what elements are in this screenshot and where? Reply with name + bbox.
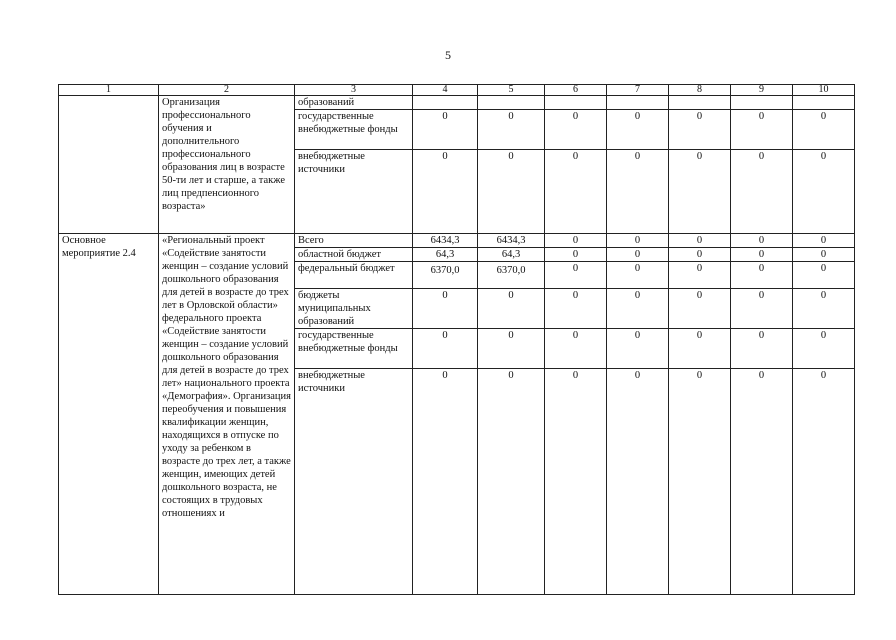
value-cell: 0 (607, 234, 669, 248)
value-cell: 0 (607, 262, 669, 289)
value-cell (607, 96, 669, 110)
value-cell: 0 (478, 369, 545, 595)
source-cell: государственные внебюджетные фонды (295, 110, 413, 150)
value-cell: 0 (478, 150, 545, 234)
value-cell (669, 96, 731, 110)
table-row (59, 96, 855, 110)
value-cell: 0 (669, 369, 731, 595)
value-cell: 0 (478, 289, 545, 329)
header-cell: 9 (731, 85, 793, 96)
activity-cell: «Региональный проект «Содействие занятости женщин – создание условий дошкольного образования для детей в возрасте до трех лет в Орловской области» федерального проекта «Содействие занятости женщин – создание условий дошкольного образования для детей в возрасте до трех лет» национального проекта «Демография». Организация переобучения и повышения квалификации женщин, находящихся в отпуске по уходу за ребенком в возрасте до трех лет, а также женщин, имеющих детей дошкольного возраста, не состоящих в трудовых отношениях и (159, 234, 295, 595)
value-cell: 0 (669, 248, 731, 262)
value-cell: 0 (731, 262, 793, 289)
source-cell: областной бюджет (295, 248, 413, 262)
value-cell: 0 (413, 329, 478, 369)
value-cell: 0 (793, 234, 855, 248)
header-cell: 7 (607, 85, 669, 96)
value-cell (545, 96, 607, 110)
value-cell: 0 (413, 289, 478, 329)
table-row (59, 234, 855, 248)
value-cell: 0 (607, 110, 669, 150)
value-cell: 6434,3 (478, 234, 545, 248)
value-cell: 0 (731, 234, 793, 248)
header-row (59, 85, 855, 96)
value-cell: 0 (669, 234, 731, 248)
value-cell (793, 96, 855, 110)
source-cell: внебюджетные источники (295, 150, 413, 234)
value-cell: 0 (545, 329, 607, 369)
value-cell: 0 (793, 150, 855, 234)
value-cell: 0 (731, 110, 793, 150)
value-cell: 6370,0 (478, 262, 545, 289)
value-cell: 0 (793, 110, 855, 150)
header-cell: 5 (478, 85, 545, 96)
header-cell: 10 (793, 85, 855, 96)
value-cell: 64,3 (478, 248, 545, 262)
value-cell: 0 (731, 248, 793, 262)
value-cell: 6434,3 (413, 234, 478, 248)
value-cell: 0 (607, 150, 669, 234)
value-cell: 0 (669, 110, 731, 150)
value-cell (413, 96, 478, 110)
header-cell: 2 (159, 85, 295, 96)
value-cell: 0 (669, 150, 731, 234)
value-cell: 0 (478, 329, 545, 369)
value-cell: 0 (607, 329, 669, 369)
header-cell: 1 (59, 85, 159, 96)
measure-cell: Основное мероприятие 2.4 (59, 234, 159, 595)
value-cell: 0 (545, 248, 607, 262)
value-cell: 0 (669, 329, 731, 369)
value-cell: 0 (413, 369, 478, 595)
value-cell (731, 96, 793, 110)
value-cell: 0 (793, 262, 855, 289)
value-cell: 0 (545, 262, 607, 289)
source-cell: образований (295, 96, 413, 110)
source-cell: бюджеты муниципальных образований (295, 289, 413, 329)
value-cell: 0 (607, 248, 669, 262)
value-cell: 0 (669, 289, 731, 329)
value-cell: 0 (607, 369, 669, 595)
page-number: 5 (445, 48, 451, 62)
header-cell: 3 (295, 85, 413, 96)
value-cell: 0 (793, 329, 855, 369)
value-cell: 0 (793, 248, 855, 262)
value-cell: 0 (545, 110, 607, 150)
header-cell: 8 (669, 85, 731, 96)
value-cell: 0 (478, 110, 545, 150)
source-cell: Всего (295, 234, 413, 248)
value-cell: 0 (545, 150, 607, 234)
header-cell: 4 (413, 85, 478, 96)
value-cell: 0 (607, 289, 669, 329)
value-cell: 0 (731, 369, 793, 595)
source-cell: федеральный бюджет (295, 262, 413, 289)
value-cell: 0 (793, 369, 855, 595)
value-cell: 0 (413, 150, 478, 234)
value-cell: 0 (731, 329, 793, 369)
value-cell: 0 (669, 262, 731, 289)
value-cell: 0 (545, 369, 607, 595)
value-cell: 0 (731, 289, 793, 329)
header-cell: 6 (545, 85, 607, 96)
value-cell (478, 96, 545, 110)
budget-table (58, 84, 855, 595)
value-cell: 6370,0 (413, 262, 478, 289)
value-cell: 0 (413, 110, 478, 150)
value-cell: 0 (731, 150, 793, 234)
value-cell: 64,3 (413, 248, 478, 262)
source-cell: внебюджетные источники (295, 369, 413, 595)
activity-cell: Организация профессионального обучения и дополнительного профессионального образования лиц в возрасте 50-ти лет и старше, а также лиц предпенсионного возраста» (159, 96, 295, 234)
value-cell: 0 (793, 289, 855, 329)
source-cell: государственные внебюджетные фонды (295, 329, 413, 369)
value-cell: 0 (545, 234, 607, 248)
measure-cell (59, 96, 159, 234)
value-cell: 0 (545, 289, 607, 329)
